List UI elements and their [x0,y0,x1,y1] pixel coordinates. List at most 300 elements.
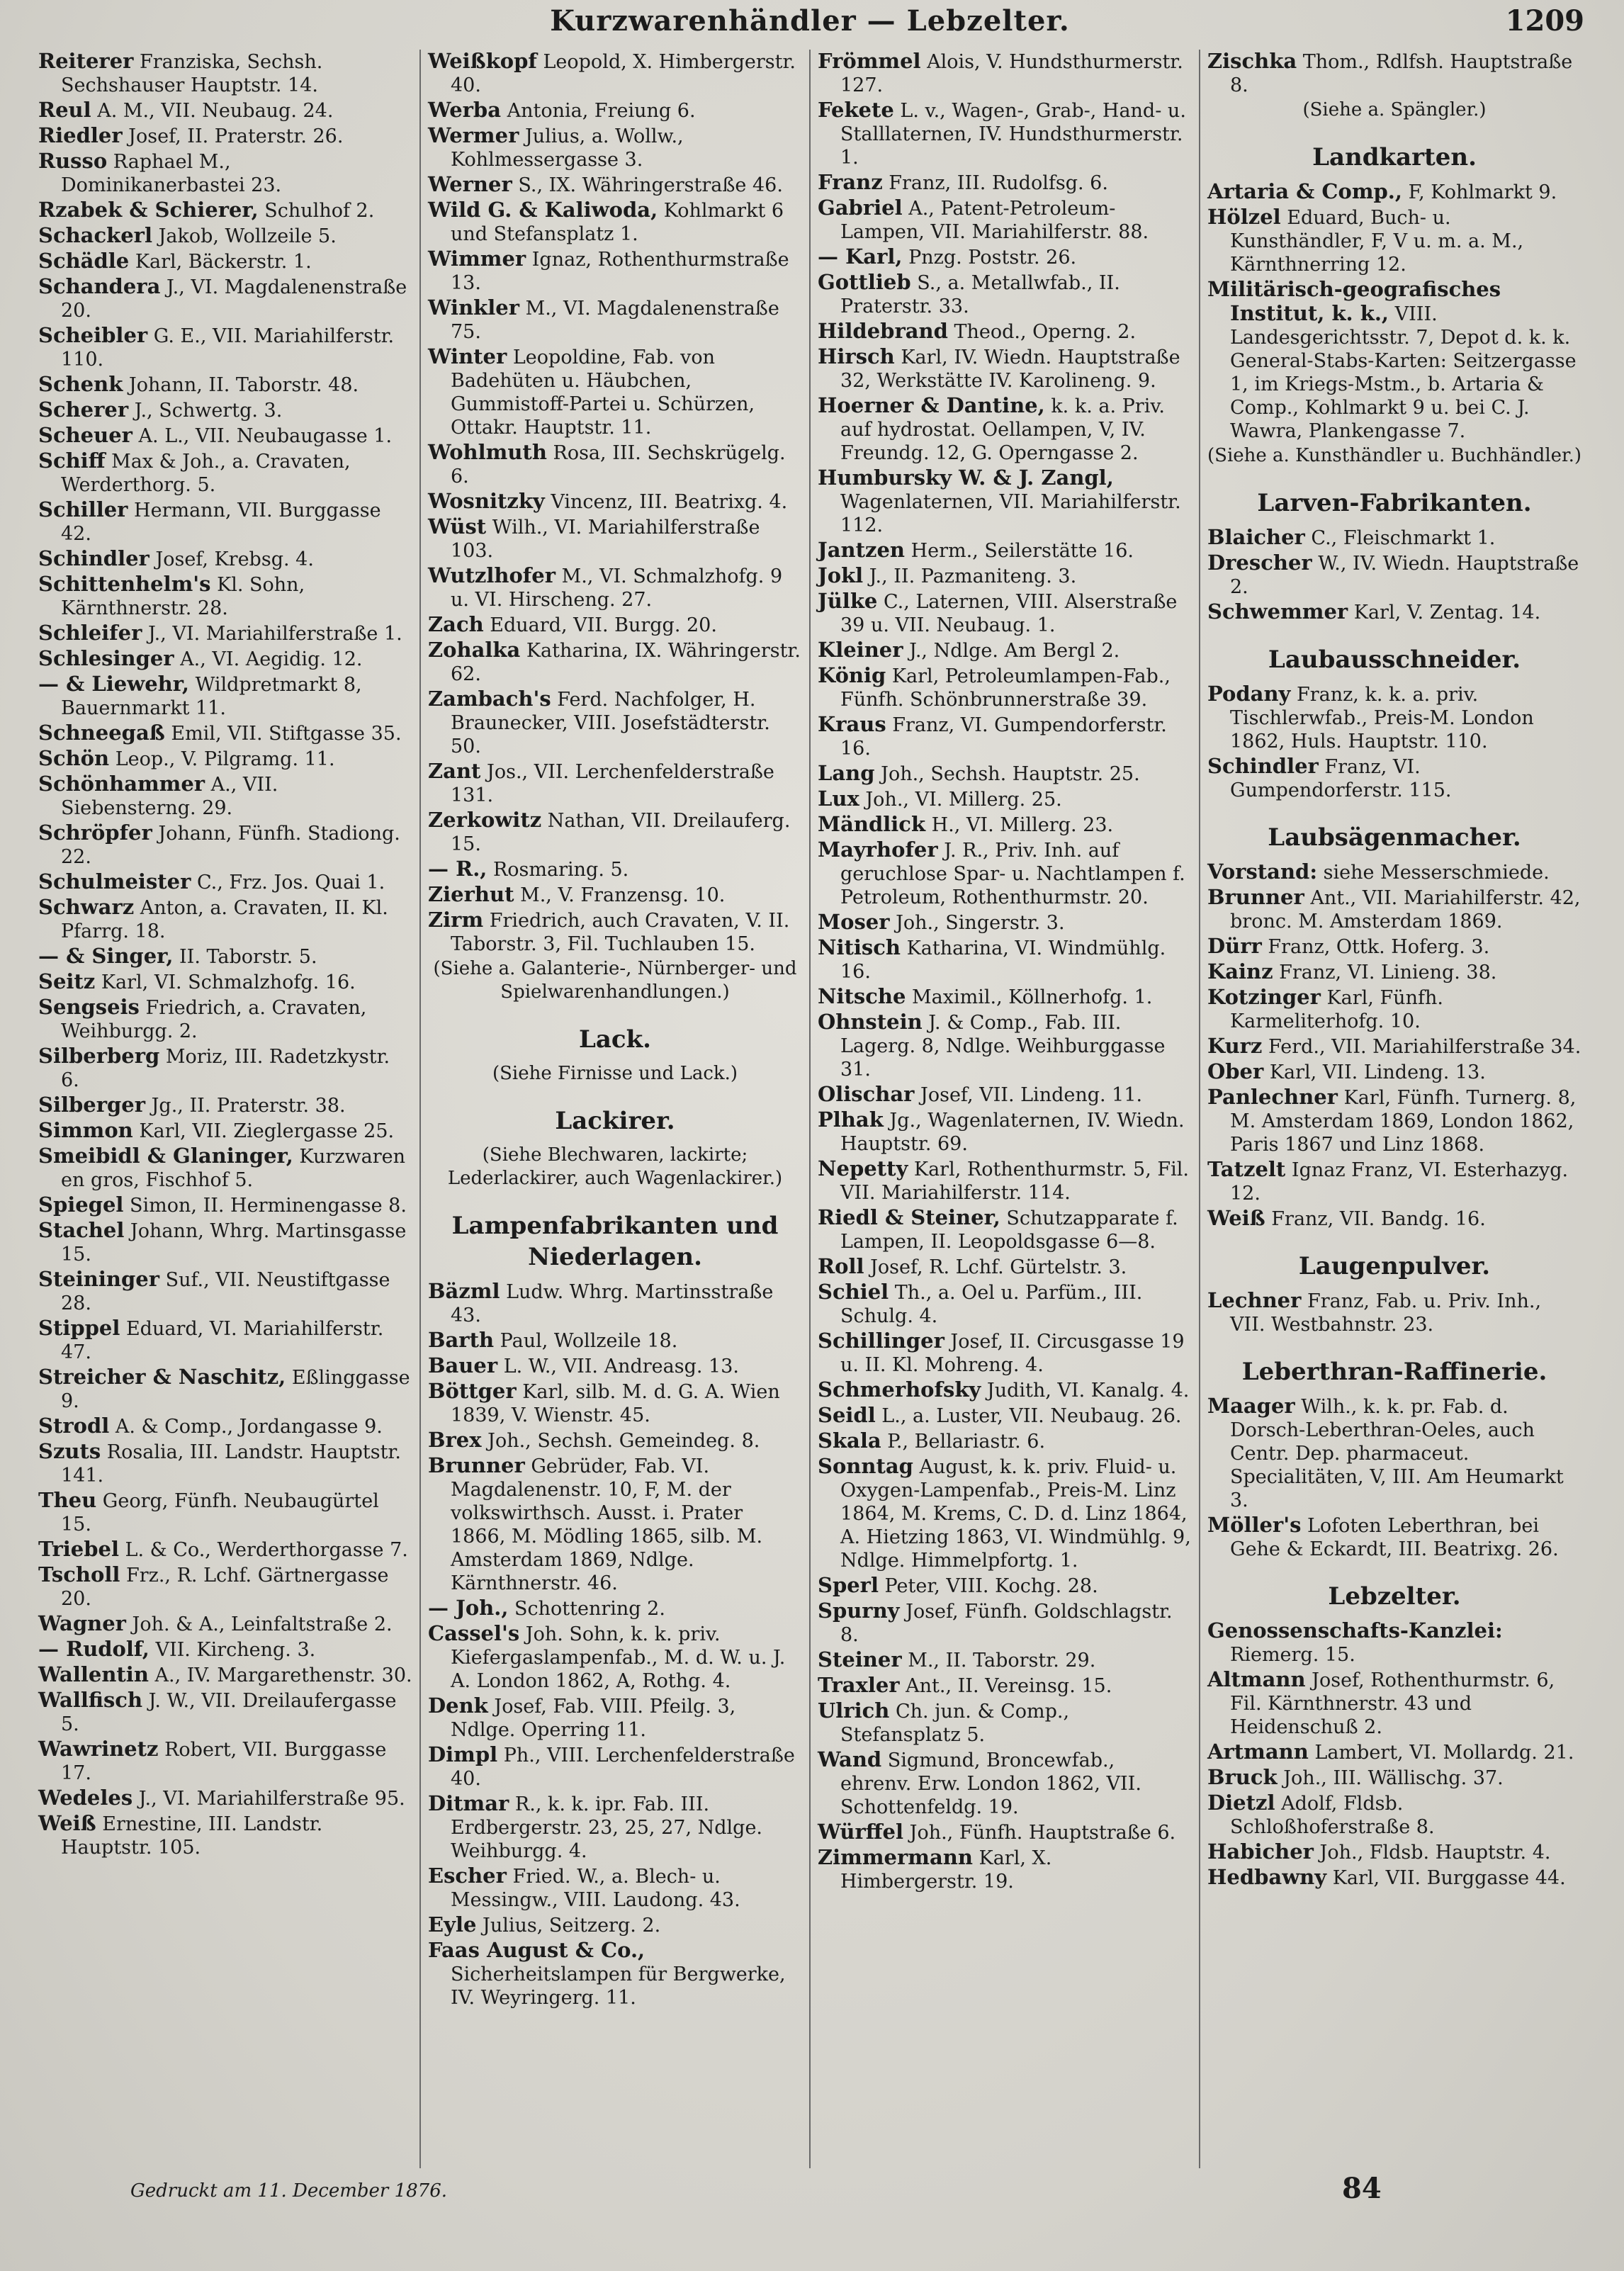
entry-details: Peter, VIII. Kochg. 28. [878,1575,1098,1597]
directory-entry [1207,886,1581,933]
directory-entry [1207,50,1581,97]
sheet-number: 84 [1342,2172,1382,2205]
entry-details: Simon, II. Herminengasse 8. [123,1195,407,1217]
entry-details: J. & Comp., Fab. III. Lagerg. 8, Ndlge. Weihburggasse 31. [840,1012,1166,1081]
directory-entry [38,1044,412,1092]
entry-details: Josef, Fünfh. Goldschlagstr. 8. [840,1601,1173,1646]
entry-details: Rosmaring. 5. [487,859,629,881]
entry-details: Leop., V. Pilgramg. 11. [109,748,335,770]
entry-name: Panlechner [1207,1085,1338,1109]
directory-entry [428,1939,802,2010]
entry-name: Zimmermann [818,1845,973,1869]
directory-entry [38,996,412,1043]
directory-entry [38,1414,412,1438]
directory-entry [1207,1394,1581,1512]
entry-name: Bruck [1207,1765,1278,1789]
directory-entry [1207,205,1581,276]
entry-details: Adolf, Fldsb. Schloßhoferstraße 8. [1230,1793,1435,1838]
entry-name: Skala [818,1428,881,1453]
entry-details: C., Frz. Jos. Quai 1. [191,872,385,894]
entry-details: Josef, II. Praterstr. 26. [122,125,344,147]
entry-details: Raphael M., Dominikanerbastei 23. [61,151,282,196]
directory-entry [1207,1158,1581,1205]
entry-details: Joh., Fünfh. Hauptstraße 6. [903,1822,1176,1844]
entry-name: Steininger [38,1267,159,1291]
entry-name: Jülke [818,589,878,613]
directory-entry [818,1329,1192,1377]
column-4 [1199,50,1589,2168]
entry-name: Ohnstein [818,1010,923,1034]
directory-entry [818,638,1192,663]
directory-entry [38,373,412,397]
entry-details: Joh., III. Wällischg. 37. [1277,1767,1504,1789]
entry-name: Riedler [38,123,123,147]
entry-details: Katharina, VI. Windmühlg. 16. [840,937,1166,983]
directory-entry [818,762,1192,786]
entry-name: Steiner [818,1647,902,1672]
directory-entry [818,171,1192,195]
entry-details: Franz, Fab. u. Priv. Inh., VII. Westbahnstr. 23. [1230,1290,1542,1336]
entry-name: Escher [428,1864,507,1888]
entry-name: Wimmer [428,247,526,271]
cross-reference-note: (Siehe Blechwaren, lackirte; Lederlackirer, auch Wagenlackirer.) [447,1144,783,1189]
directory-entry [1207,1207,1581,1231]
entry-details: Ferd., VII. Mariahilferstraße 34. [1262,1036,1581,1058]
entry-name: Brex [428,1428,482,1452]
directory-entry [428,1792,802,1863]
section-heading: Larven-Fabrikanten. [1257,489,1532,517]
section-heading: Lack. [578,1025,652,1054]
directory-entry [38,721,412,745]
directory-entry [818,911,1192,935]
entry-name: Stippel [38,1316,120,1340]
entry-name: Wüst [428,514,487,539]
entry-details: M., V. Franzensg. 10. [514,884,726,906]
directory-entry [38,672,412,720]
entry-name: Wohlmuth [428,440,547,464]
entry-name: Traxler [818,1673,900,1697]
entry-details: Kl. Sohn, Kärnthnerstr. 28. [61,574,305,619]
entry-details: S., IX. Währingerstraße 46. [512,174,783,196]
entry-name: Sonntag [818,1454,913,1478]
section-heading: Laubsägenmacher. [1268,823,1521,852]
entry-details: Moriz, III. Radetzkystr. 6. [61,1046,390,1091]
entry-name: Schackerl [38,223,152,247]
entry-details: Leopoldine, Fab. von Badehüten u. Häubchen, Gummistoff-Partei u. Schürzen, Ottakr. Hauptstr. 11. [451,346,755,439]
entry-details: J. W., VII. Dreilaufergasse 5. [61,1690,397,1735]
entry-details: Karl, V. Zentag. 14. [1348,602,1541,624]
directory-entry [428,1743,802,1791]
entry-name: Triebel [38,1537,119,1561]
directory-entry [428,345,802,439]
directory-entry [818,1083,1192,1107]
entry-name: Zach [428,612,484,636]
entry-name: Jantzen [818,538,905,562]
cross-reference-note: (Siehe a. Galanterie-, Nürnberger- und Spielwarenhandlungen.) [433,958,797,1003]
entry-name: Zirm [428,908,484,932]
directory-entry [818,245,1192,269]
entry-details: Emil, VII. Stiftgasse 35. [164,723,402,745]
cross-reference-note: (Siehe a. Spängler.) [1302,99,1487,120]
entry-details: Eduard, Buch- u. Kunsthändler, F, V u. m. a. M., Kärnthnerring 12. [1230,207,1524,276]
directory-entry [1207,1766,1581,1790]
entry-name: Wallentin [38,1662,149,1686]
directory-entry [38,1119,412,1143]
entry-name: Werner [428,172,512,196]
entry-name: Hildebrand [818,319,948,343]
entry-details: Sigmund, Broncewfab., ehrenv. Erw. London 1862, VII. Schottenfeldg. 19. [840,1749,1141,1818]
entry-details: Ch. jun. & Comp., Stefansplatz 5. [840,1701,1070,1746]
directory-entry [38,1538,412,1562]
entry-details: k. k. a. Priv. auf hydrostat. Oellampen, V, IV. Freundg. 12, G. Operngasse 2. [840,395,1165,464]
section-heading: Lebzelter. [1328,1582,1461,1611]
section-heading: Leberthran-Raffinerie. [1241,1358,1547,1386]
entry-name: — & Liewehr, [38,672,189,696]
page-number: 1209 [1505,4,1584,38]
directory-entry [818,320,1192,344]
entry-details: Franz, Ottk. Hoferg. 3. [1261,936,1490,958]
entry-name: Lang [818,761,875,785]
directory-entry [818,345,1192,393]
entry-details: VIII. Landesgerichtsstr. 7, Depot d. k. k. General-Stabs-Karten: Seitzergasse 1, im Kriegs-Mstm., b. Artaria & Comp., Kohlmarkt 9 u. bei C. J. Wawra, Plankengasse 7. [1230,303,1577,442]
entry-name: Reiterer [38,50,134,73]
section-heading: Laugenpulver. [1298,1252,1491,1280]
directory-entry [38,1317,412,1364]
entry-name: — Karl, [818,244,903,269]
entry-details: Franz, III. Rudolfsg. 6. [882,172,1108,194]
entry-name: Fekete [818,98,894,122]
entry-details: II. Taborstr. 5. [173,946,317,968]
entry-name: Wosnitzky [428,489,545,513]
directory-entry [428,1280,802,1327]
entry-name: Zierhut [428,882,514,906]
directory-entry [38,772,412,820]
entry-details: Sicherheitslampen für Bergwerke, IV. Weyringerg. 11. [451,1963,786,2009]
entry-details: J., VI. Mariahilferstraße 1. [142,623,402,645]
entry-details: M., VI. Schmalzhofg. 9 u. VI. Hirscheng. 27. [451,565,783,611]
entry-name: Sperl [818,1573,879,1597]
directory-entry [818,196,1192,244]
directory-entry [38,424,412,448]
entry-details: Nathan, VII. Dreilauferg. 15. [451,810,791,855]
directory-entry [38,324,412,371]
directory-entry [818,1599,1192,1647]
directory-entry [428,760,802,807]
entry-details: Anton, a. Cravaten, II. Kl. Pfarrg. 18. [61,897,388,942]
entry-details: Karl, Rothenthurmstr. 5, Fil. VII. Mariahilferstr. 114. [840,1159,1189,1204]
entry-details: Herm., Seilerstätte 16. [905,540,1134,562]
entry-details: Franz, VI. Gumpendorferstr. 115. [1230,756,1452,801]
entry-name: Smeibidl & Glaninger, [38,1144,293,1168]
entry-details: Franz, VI. Gumpendorferstr. 16. [840,714,1167,760]
entry-name: Bauer [428,1353,498,1377]
entry-details: Friedrich, a. Cravaten, Weihburgg. 2. [61,997,367,1042]
entry-name: Blaicher [1207,525,1305,549]
directory-entry [428,1864,802,1912]
entry-name: Altmann [1207,1667,1306,1691]
entry-name: Denk [428,1694,488,1718]
entry-name: Militärisch-geografisches Institut, k. k., [1207,277,1501,325]
entry-name: Schindler [38,546,150,570]
entry-details: Lofoten Leberthran, bei Gehe & Eckardt, III. Beatrixg. 26. [1230,1515,1559,1560]
entry-details: A., VI. Aegidig. 12. [174,648,363,670]
entry-details: Karl, Fünfh. Turnerg. 8, M. Amsterdam 1869, London 1862, Paris 1867 und Linz 1868. [1230,1087,1577,1156]
section-heading: Lampenfabrikanten und Niederlagen. [451,1212,779,1271]
entry-name: Zambach's [428,687,551,711]
entry-details: M., VI. Magdalenenstraße 75. [451,298,779,343]
entry-name: Artmann [1207,1740,1309,1764]
entry-details: Joh., VI. Millerg. 25. [859,789,1062,811]
page-footer [31,2172,1589,2214]
entry-details: Antonia, Freiung 6. [501,100,696,122]
entry-name: Schlesinger [38,646,174,670]
directory-entry [818,564,1192,588]
entry-name: Rzabek & Schierer, [38,198,259,222]
entry-name: Hölzel [1207,205,1281,229]
entry-name: Gabriel [818,196,903,220]
directory-entry [428,124,802,171]
columns-container [31,50,1589,2168]
entry-details: Ernestine, III. Landstr. Hauptstr. 105. [61,1813,323,1859]
entry-details: Schottenring 2. [508,1598,665,1620]
directory-entry [38,821,412,869]
directory-entry [818,50,1192,97]
entry-name: Strodl [38,1414,110,1438]
directory-entry [818,664,1192,711]
entry-details: Wilh., VI. Mariahilferstraße 103. [451,517,760,562]
entry-details: Fried. W., a. Blech- u. Messingw., VIII. Laudong. 43. [451,1866,740,1911]
entry-details: Maximil., Köllnerhofg. 1. [906,986,1153,1008]
column-3 [809,50,1199,2168]
entry-details: Joh., Fldsb. Hauptstr. 4. [1313,1842,1551,1864]
entry-details: Josef, Krebsg. 4. [149,548,314,570]
entry-details: Th., a. Oel u. Parfüm., III. Schulg. 4. [840,1282,1143,1327]
directory-entry [1207,1619,1581,1667]
entry-details: Ant., VII. Mariahilferstr. 42, bronc. M. Amsterdam 1869. [1230,887,1581,932]
directory-entry [1207,1086,1581,1156]
entry-name: Dürr [1207,934,1262,958]
directory-entry [818,1574,1192,1598]
entry-details: Karl, silb. M. d. G. A. Wien 1839, V. Wienstr. 45. [451,1381,780,1426]
directory-entry [1207,1668,1581,1739]
entry-details: J., Schwertg. 3. [128,400,283,422]
directory-entry [38,1786,412,1810]
directory-entry [38,1268,412,1315]
directory-entry [818,466,1192,537]
directory-entry [428,687,802,758]
entry-details: Lambert, VI. Mollardg. 21. [1308,1742,1574,1764]
entry-name: Schiller [38,497,128,522]
entry-details: Judith, VI. Kanalg. 4. [981,1380,1190,1402]
entry-name: Schneegaß [38,721,165,745]
entry-name: Faas August & Co., [428,1938,645,1962]
entry-details: Joh., Singerstr. 3. [889,912,1065,934]
entry-name: Schittenhelm's [38,572,211,596]
entry-name: — Joh., [428,1596,509,1620]
page-title: Kurzwarenhändler — Lebzelter. [550,4,1070,38]
entry-name: Frömmel [818,50,921,73]
entry-name: Silberberg [38,1044,160,1068]
entry-name: Böttger [428,1379,517,1403]
directory-entry [818,1674,1192,1698]
entry-details: Vincenz, III. Beatrixg. 4. [544,491,788,513]
directory-entry [38,224,412,248]
directory-entry [38,124,412,148]
entry-details: C., Fleischmarkt 1. [1304,527,1496,549]
entry-details: Johann, II. Taborstr. 48. [123,374,359,396]
entry-details: L., a. Luster, VII. Neubaug. 26. [875,1405,1182,1427]
entry-name: Drescher [1207,551,1312,575]
entry-details: Josef, Fab. VIII. Pfeilg. 3, Ndlge. Operring 11. [451,1696,736,1741]
directory-entry [428,883,802,907]
entry-details: Franz, k. k. a. priv. Tischlerwfab., Preis-M. London 1862, Huls. Hauptstr. 110. [1230,684,1534,753]
entry-name: Wedeles [38,1786,133,1810]
entry-details: Hermann, VII. Burggasse 42. [61,500,381,545]
entry-name: Schiel [818,1280,889,1304]
entry-details: Franziska, Sechsh. Sechshauser Hauptstr. 14. [61,51,323,96]
directory-entry [428,808,802,856]
entry-name: Schenk [38,372,123,396]
directory-entry [38,1093,412,1117]
entry-name: Bäzml [428,1279,500,1303]
directory-entry [1207,755,1581,802]
entry-details: Josef, R. Lchf. Gürtelstr. 3. [864,1256,1127,1278]
entry-name: Lux [818,787,859,811]
entry-name: Möller's [1207,1513,1302,1537]
entry-details: Karl, X. Himbergerstr. 19. [840,1847,1052,1893]
entry-name: Werba [428,98,502,122]
directory-entry [428,564,802,612]
directory-entry [38,1663,412,1687]
entry-details: Katharina, IX. Währingerstr. 62. [451,640,801,685]
directory-entry [818,838,1192,909]
directory-entry [428,198,802,246]
directory-entry [818,1846,1192,1893]
entry-name: Mändlick [818,812,926,836]
directory-entry [1207,960,1581,984]
directory-entry [818,590,1192,637]
entry-name: Ulrich [818,1698,890,1723]
entry-details: L. & Co., Werderthorgasse 7. [118,1539,408,1561]
entry-details: Karl, IV. Wiedn. Hauptstraße 32, Werkstätte IV. Karolineng. 9. [840,346,1180,392]
directory-entry [428,1913,802,1937]
entry-details: Thom., Rdlfsh. Hauptstraße 8. [1230,51,1573,96]
entry-name: Brunner [1207,885,1304,909]
entry-name: Kainz [1207,959,1273,984]
entry-name: Schmerhofsky [818,1377,981,1402]
directory-entry [38,98,412,123]
directory-entry [1207,1035,1581,1059]
entry-name: Nitisch [818,935,901,959]
entry-name: Weiß [38,1811,96,1835]
entry-details: R., k. k. ipr. Fab. III. Erdbergerstr. 23, 25, 27, Ndlge. Weihburgg. 4. [451,1793,763,1862]
entry-details: Karl, Fünfh. Karmeliterhofg. 10. [1230,987,1443,1032]
entry-details: Theod., Operng. 2. [947,321,1137,343]
directory-entry [1207,1289,1581,1336]
directory-entry [38,1440,412,1487]
entry-details: Karl, VII. Zieglergasse 25. [132,1120,395,1142]
entry-name: Roll [818,1254,864,1278]
directory-entry [428,1622,802,1693]
entry-details: J. R., Priv. Inh. auf geruchlose Spar- u. Nachtlampen f. Petroleum, Rothenthurmstr. 20. [840,840,1185,908]
entry-name: Dimpl [428,1742,498,1766]
entry-name: Moser [818,910,890,934]
entry-details: Riemerg. 15. [1230,1644,1355,1666]
directory-entry [818,271,1192,318]
entry-name: Wild G. & Kaliwoda, [428,198,658,222]
entry-name: Zerkowitz [428,808,542,832]
directory-entry [38,945,412,969]
entry-name: Würffel [818,1820,904,1844]
entry-details: Kurzwaren en gros, Fischhof 5. [61,1146,405,1191]
entry-details: Karl, Bäckerstr. 1. [129,251,312,273]
entry-details: Wilh., k. k. pr. Fab. d. Dorsch-Leberthran-Oeles, auch Centr. Dep. pharmaceut. Specialitäten, V, III. Am Heumarkt 3. [1230,1396,1564,1511]
entry-details: A., IV. Margarethenstr. 30. [148,1664,412,1686]
entry-details: Wagenlaternen, VII. Mariahilferstr. 112. [840,491,1181,536]
entry-name: Brunner [428,1453,525,1477]
entry-name: Zohalka [428,638,521,662]
entry-details: Julius, Seitzerg. 2. [476,1915,661,1937]
directory-entry [818,1108,1192,1156]
entry-name: Weiß [1207,1206,1265,1230]
entry-details: L. W., VII. Andreasg. 13. [497,1356,739,1377]
directory-entry [428,908,802,956]
entry-details: VII. Kircheng. 3. [149,1639,316,1661]
entry-name: — R., [428,857,487,881]
directory-entry [1207,935,1581,959]
entry-details: Friedrich, auch Cravaten, V. II. Taborstr. 3, Fil. Tuchlauben 15. [451,910,790,955]
directory-entry [818,813,1192,837]
entry-name: Schönhammer [38,772,205,796]
directory-entry [428,247,802,295]
print-date: Gedruckt am 11. December 1876. [130,2180,448,2202]
entry-details: P., Bellariastr. 6. [881,1431,1046,1453]
directory-entry [1207,526,1581,550]
entry-details: C., Laternen, VIII. Alserstraße 39 u. VII. Neubaug. 1. [840,591,1178,636]
directory-entry [428,1380,802,1427]
directory-entry [428,1596,802,1621]
entry-name: Wawrinetz [38,1737,159,1761]
entry-details: Karl, VII. Burggasse 44. [1326,1867,1566,1889]
directory-entry [1207,1840,1581,1864]
entry-details: Karl, Petroleumlampen-Fab., Fünfh. Schönbrunnerstraße 39. [840,665,1171,711]
entry-details: August, k. k. priv. Fluid- u. Oxygen-Lampenfab., Preis-M. Linz 1864, M. Krems, C. D. d. Linz 1864, A. Hietzing 1863, VI. Windmühlg. 9, Ndlge. Himmelpfortg. 1. [840,1456,1191,1572]
entry-name: Spurny [818,1599,900,1623]
entry-details: M., II. Taborstr. 29. [901,1650,1096,1672]
directory-entry [818,1280,1192,1328]
entry-name: — & Singer, [38,944,174,968]
entry-name: Nitsche [818,984,906,1008]
entry-name: Riedl & Steiner, [818,1205,1000,1229]
entry-details: Josef, VII. Lindeng. 11. [914,1084,1143,1106]
entry-name: Szuts [38,1439,101,1463]
entry-name: Schulmeister [38,869,191,894]
entry-name: Franz [818,170,883,194]
entry-details: Joh., Sechsh. Hauptstr. 25. [874,763,1140,785]
entry-details: Josef, Rothenthurmstr. 6, Fil. Kärnthnerstr. 43 und Heidenschuß 2. [1230,1669,1555,1738]
entry-details: Schutzapparate f. Lampen, II. Leopoldsgasse 6—8. [840,1207,1178,1253]
entry-name: Zischka [1207,50,1297,73]
directory-entry [38,1612,412,1636]
entry-details: H., VI. Millerg. 23. [925,814,1114,836]
entry-name: — Rudolf, [38,1637,150,1661]
entry-name: Dietzl [1207,1791,1275,1815]
entry-name: Tscholl [38,1562,120,1587]
entry-details: Julius, a. Wollw., Kohlmessergasse 3. [451,125,684,171]
entry-name: Seitz [38,969,96,993]
entry-name: Hoerner & Dantine, [818,393,1045,417]
entry-name: Kurz [1207,1034,1263,1058]
